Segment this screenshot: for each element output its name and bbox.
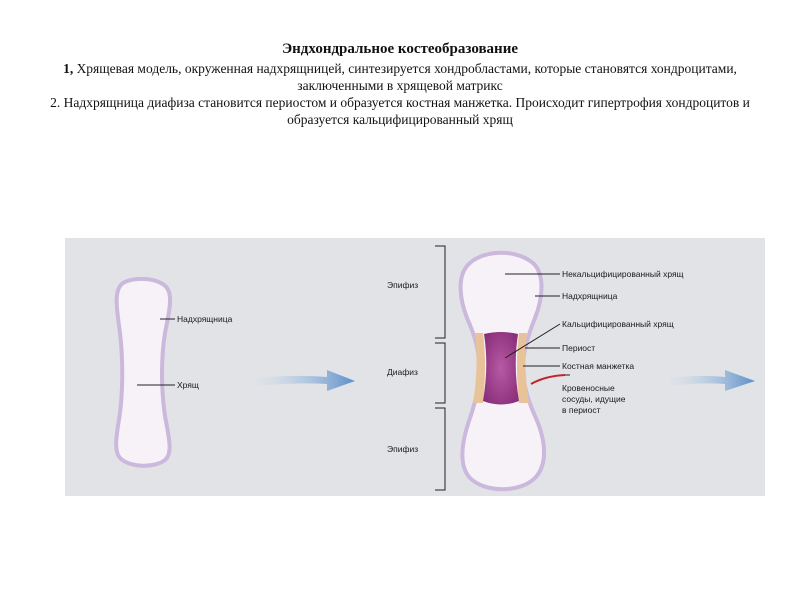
label-vessels-line-2: сосуды, идущие [562,394,626,404]
label-bone-collar: Костная манжетка [562,361,635,371]
cartilage-model [116,279,170,466]
label-calcified-cartilage: Кальцифицированный хрящ [562,319,674,329]
label-cartilage: Хрящ [177,380,199,390]
page-title: Эндхондральное костеобразование [281,41,518,57]
label-vessels-line-3: в периост [562,405,601,415]
blood-vessel [531,375,565,384]
developing-bone [461,253,565,489]
label-perichondrium-left: Надхрящница [177,314,233,324]
paragraph-1-number: 1, [63,61,74,76]
description-paragraph-2: 2. Надхрящница диафиза становится периостом и образуется костная манжетка. Происходит гипертрофия хондроцитов и образуется кальцифицированный хрящ [50,95,750,127]
description-paragraph-1 [40,60,760,94]
label-vessels-line-1: Кровеносные [562,383,615,393]
label-perichondrium-right: Надхрящница [562,291,618,301]
paragraph-1-text: Хрящевая модель, окруженная надхрящницей, синтезируется хондробластами, которые становятся хондроцитами, заключенными в хрящевой матрикс [73,61,737,93]
arrow-right-icon [250,370,355,391]
label-periosteum: Периост [562,343,596,353]
arrow-right-icon-2 [665,370,755,391]
label-epiphysis-bottom: Эпифиз [387,444,419,454]
diagram-canvas [65,238,765,496]
label-noncalcified-cartilage: Некальцифицированный хрящ [562,269,684,279]
label-diaphysis: Диафиз [387,367,418,377]
calcified-cartilage [483,332,519,405]
header [40,40,760,128]
label-epiphysis-top: Эпифиз [387,280,419,290]
ossification-diagram [65,238,765,496]
region-brackets [435,246,445,490]
